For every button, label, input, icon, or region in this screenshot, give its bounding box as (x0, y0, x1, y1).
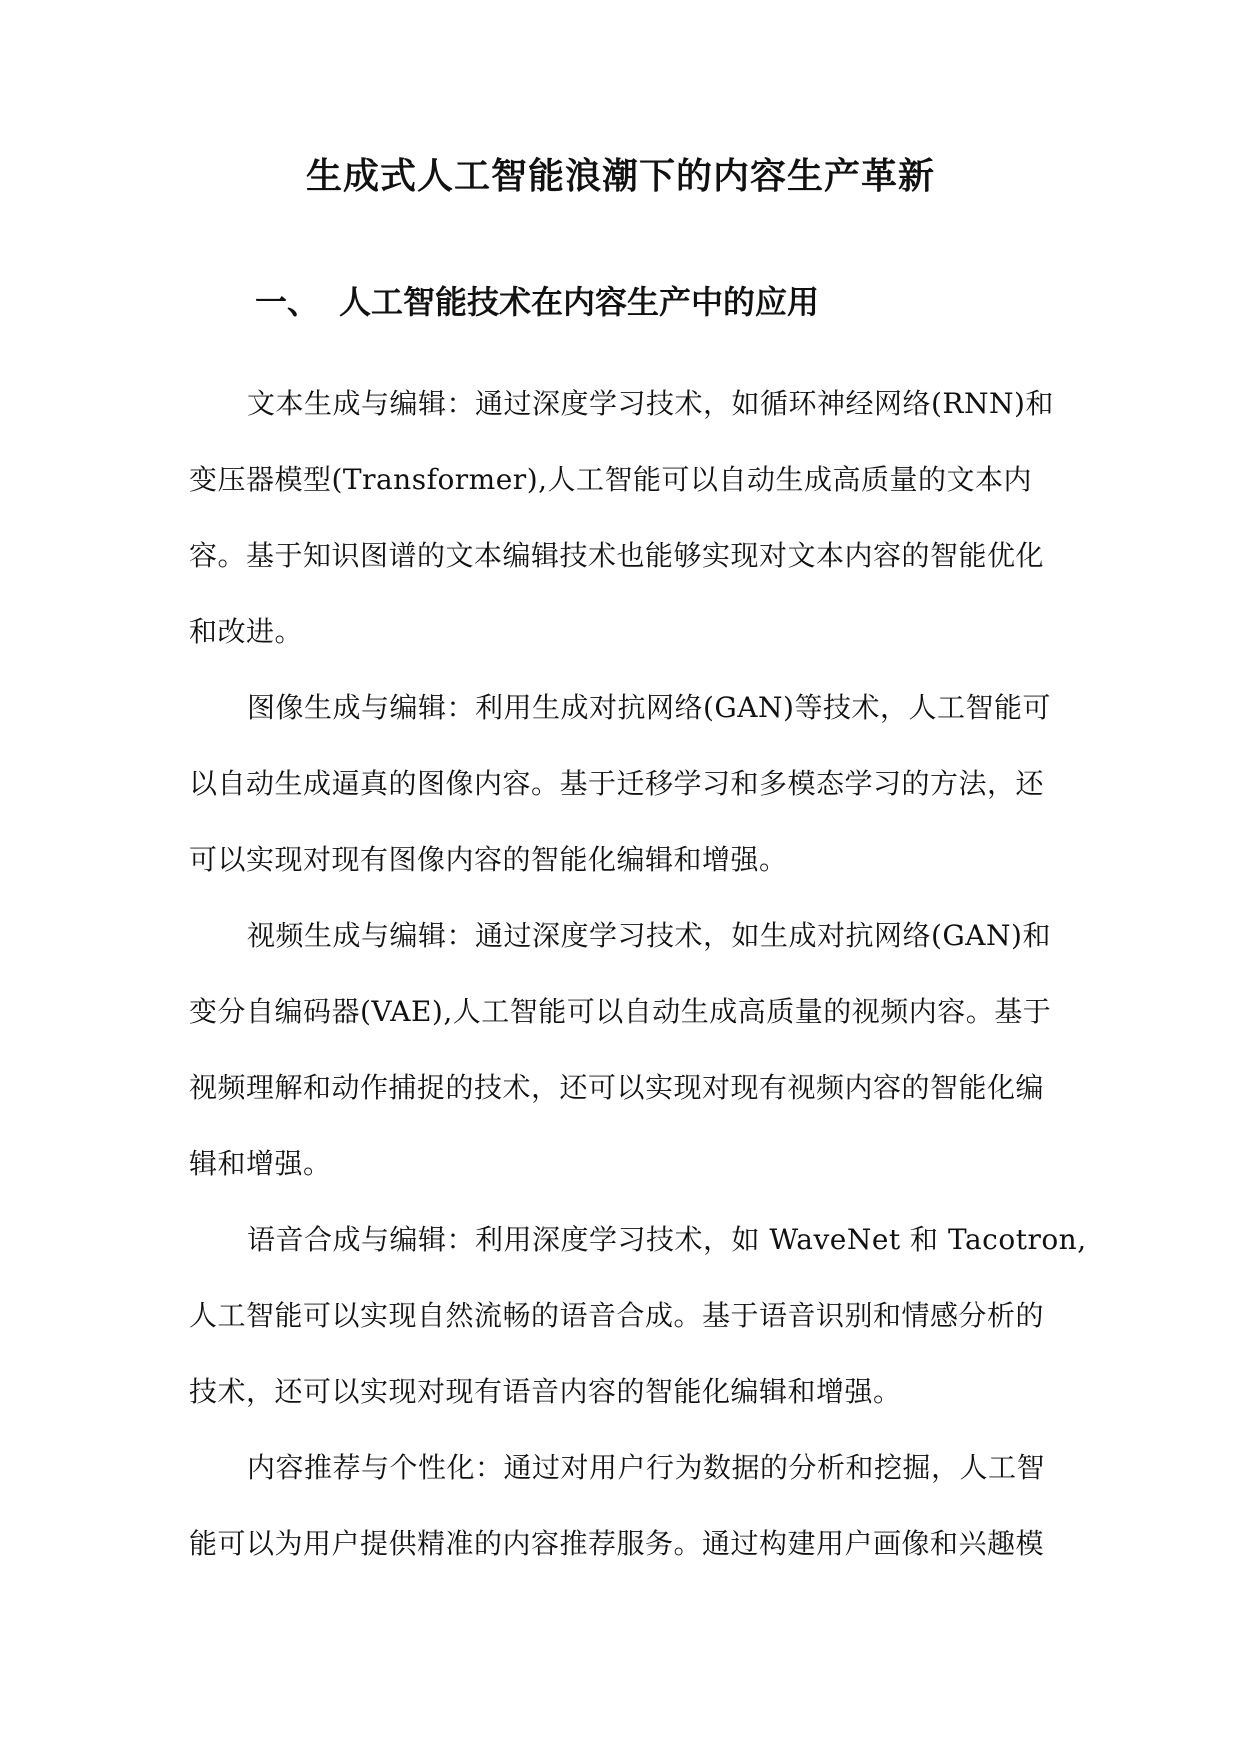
paragraph-line: 辑和增强。 (189, 1147, 332, 1180)
paragraph-line: 视频理解和动作捕捉的技术，还可以实现对现有视频内容的智能化编 (189, 1071, 1045, 1104)
paragraph-line: 人工智能可以实现自然流畅的语音合成。基于语音识别和情感分析的 (189, 1299, 1045, 1332)
paragraph-speech-synthesis (189, 1202, 1087, 1430)
paragraph-line: 和改进。 (189, 615, 304, 648)
paragraph-line: 能可以为用户提供精准的内容推荐服务。通过构建用户画像和兴趣模 (189, 1527, 1045, 1560)
paragraph-text-generation (189, 366, 1053, 670)
paragraph-line: 内容推荐与个性化：通过对用户行为数据的分析和挖掘，人工智 (247, 1451, 1046, 1484)
paragraph-line: 变分自编码器(VAE),人工智能可以自动生成高质量的视频内容。基于 (189, 995, 1052, 1028)
body-text (189, 366, 1087, 1582)
paragraph-line: 图像生成与编辑：利用生成对抗网络(GAN)等技术，人工智能可 (247, 691, 1051, 724)
paragraph-line: 文本生成与编辑：通过深度学习技术，如循环神经网络(RNN)和 (247, 387, 1054, 420)
paragraph-line: 可以实现对现有图像内容的智能化编辑和增强。 (189, 843, 788, 876)
paragraph-image-generation (189, 670, 1053, 898)
paragraph-content-recommendation (189, 1430, 1053, 1582)
paragraph-video-generation (189, 898, 1053, 1202)
paragraph-line: 技术，还可以实现对现有语音内容的智能化编辑和增强。 (189, 1375, 902, 1408)
paragraph-line: 视频生成与编辑：通过深度学习技术，如生成对抗网络(GAN)和 (247, 919, 1051, 952)
section-number: 一、 (255, 283, 320, 321)
paragraph-line: 语音合成与编辑：利用深度学习技术，如 WaveNet 和 Tacotron, (247, 1223, 1087, 1256)
document-title: 生成式人工智能浪潮下的内容生产革新 (305, 155, 935, 197)
paragraph-line: 以自动生成逼真的图像内容。基于迁移学习和多模态学习的方法，还 (189, 767, 1045, 800)
section-heading (255, 280, 819, 324)
section-heading-text: 人工智能技术在内容生产中的应用 (339, 283, 820, 321)
paragraph-line: 容。基于知识图谱的文本编辑技术也能够实现对文本内容的智能优化 (189, 539, 1045, 572)
paragraph-line: 变压器模型(Transformer),人工智能可以自动生成高质量的文本内 (189, 463, 1033, 496)
